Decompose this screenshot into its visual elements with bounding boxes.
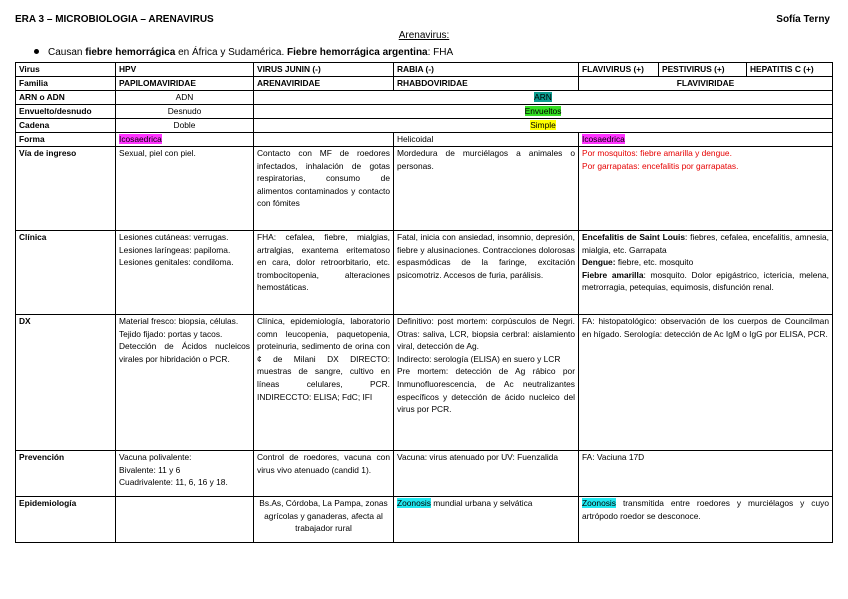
cell-merged: Simple xyxy=(254,119,833,133)
cell-junin xyxy=(254,133,394,147)
row-label: Prevención xyxy=(16,451,116,497)
row-envuelto xyxy=(16,105,833,119)
cell-junin: Control de roedores, vacuna con virus vivo atenuado (candid 1). xyxy=(254,451,394,497)
row-clinica xyxy=(16,231,833,315)
row-label: Epidemiología xyxy=(16,497,116,543)
cell-flavi: FA: histopatológico: observación de los cuerpos de Councilman en hígado. Serología: detección de Ac IgM o IgG por ELISA, PCR. xyxy=(579,315,833,451)
header-junin: VIRUS JUNIN (-) xyxy=(254,63,394,77)
header-flavivirus: FLAVIVIRUS (+) xyxy=(579,63,659,77)
cell-merged: Envueltos xyxy=(254,105,833,119)
row-label: Vía de ingreso xyxy=(16,147,116,231)
cell-hpv: Lesiones cutáneas: verrugas. Lesiones laríngeas: papiloma. Lesiones genitales: condiloma. xyxy=(116,231,254,315)
cell-junin: Bs.As, Córdoba, La Pampa, zonas agrícolas y ganaderas, afecta al trabajador rural xyxy=(254,497,394,543)
row-epidemiologia xyxy=(16,497,833,543)
cell-flavi: Zoonosis transmitida entre roedores y murciélagos y cuyo artrópodo roedor se desconoce. xyxy=(579,497,833,543)
cell-flavi: FLAVIVIRIDAE xyxy=(579,77,833,91)
cell-flavi: Por mosquitos: fiebre amarilla y dengue. Por garrapatas: encefalitis por garrapatas. xyxy=(579,147,833,231)
header-rabia: RABIA (-) xyxy=(394,63,579,77)
row-familia xyxy=(16,77,833,91)
bullet-dot-icon xyxy=(34,49,39,54)
row-prevencion xyxy=(16,451,833,497)
row-label: ARN o ADN xyxy=(16,91,116,105)
bullet-line: Causan fiebre hemorrágica en África y Sudamérica. Fiebre hemorrágica argentina: FHA xyxy=(34,47,453,58)
table-header-row xyxy=(16,63,833,77)
cell-hpv: Vacuna polivalente: Bivalente: 11 y 6 Cuadrivalente: 11, 6, 16 y 18. xyxy=(116,451,254,497)
header-pestivirus: PESTIVIRUS (+) xyxy=(659,63,747,77)
cell-hpv: ADN xyxy=(116,91,254,105)
header-hpv: HPV xyxy=(116,63,254,77)
cell-hpv: Sexual, piel con piel. xyxy=(116,147,254,231)
cell-hpv: PAPILOMAVIRIDAE xyxy=(116,77,254,91)
cell-merged: ARN xyxy=(254,91,833,105)
header-virus: Virus xyxy=(16,63,116,77)
row-label: Cadena xyxy=(16,119,116,133)
cell-hpv: Desnudo xyxy=(116,105,254,119)
cell-junin: FHA: cefalea, fiebre, mialgias, artralgias, exantema eritematoso en cara, dolor retroorbitario, etc. trombocitopenia, alteraciones hemostáticas. xyxy=(254,231,394,315)
row-label: Clínica xyxy=(16,231,116,315)
cell-junin: Contacto con MF de roedores infectados, inhalación de gotas respiratorias, consumo de alimentos contaminados y contacto con fómites xyxy=(254,147,394,231)
cell-hpv: Doble xyxy=(116,119,254,133)
row-dx xyxy=(16,315,833,451)
row-cadena xyxy=(16,119,833,133)
cell-flavi: Icosaedrica xyxy=(579,133,833,147)
virus-comparison-table xyxy=(15,62,833,543)
section-heading: Arenavirus: xyxy=(398,30,450,41)
row-label: DX xyxy=(16,315,116,451)
cell-hpv: Material fresco: biopsia, células. Tejido fijado: portas y tacos. Detección de Ácidos nucleicos virales por hibridación o PCR. xyxy=(116,315,254,451)
cell-flavi: Encefalitis de Saint Louis: fiebres, cefalea, encefalitis, amnesia, mialgia, etc. Garrapata Dengue: fiebre, etc. mosquito Fiebre amarilla: mosquito. Dolor epigástrico, ictericia, melena, metrorragia, petequias, equimosis, disfunción renal. xyxy=(579,231,833,315)
row-label: Envuelto/desnudo xyxy=(16,105,116,119)
cell-rabia: Vacuna: virus atenuado por UV: Fuenzalida xyxy=(394,451,579,497)
row-forma xyxy=(16,133,833,147)
row-via-ingreso xyxy=(16,147,833,231)
cell-junin: Clínica, epidemiología, laboratorio comn leucopenia, paquetopenia, proteinuria, sedimento de orina con ¢ de Milani DX DIRECTO: muestras de sangre, cultivo en líneas celulares, PCR. INDIRECCTO: ELISA; FdC; IFI xyxy=(254,315,394,451)
cell-junin: ARENAVIRIDAE xyxy=(254,77,394,91)
cell-rabia: Fatal, inicia con ansiedad, insomnio, depresión, fiebre y alusinaciones. Contracciones dolorosas espasmódicas de la faringe, excitación psicomotriz. Accesos de furia, parálisis. xyxy=(394,231,579,315)
row-label: Familia xyxy=(16,77,116,91)
row-arn-adn xyxy=(16,91,833,105)
document-title: ERA 3 – MICROBIOLOGIA – ARENAVIRUS xyxy=(15,14,214,25)
cell-rabia: Helicoidal xyxy=(394,133,579,147)
header-hepatitis-c: HEPATITIS C (+) xyxy=(747,63,833,77)
cell-rabia: Definitivo: post mortem: corpúsculos de Negri. Otras: saliva, LCR, biopsia cerbral: aislamiento viral, detección de Ag. Indirecto: serología (ELISA) en suero y LCR Pre mortem: detección de Ag rábico por Inmunofluorescencia, de Ac neutralizantes específicos y detección de ácido nucleico del virus por PCR. xyxy=(394,315,579,451)
cell-hpv xyxy=(116,497,254,543)
cell-rabia: RHABDOVIRIDAE xyxy=(394,77,579,91)
cell-rabia: Zoonosis mundial urbana y selvática xyxy=(394,497,579,543)
row-label: Forma xyxy=(16,133,116,147)
cell-hpv: Icosaedrica xyxy=(116,133,254,147)
cell-rabia: Mordedura de murciélagos a animales o personas. xyxy=(394,147,579,231)
author-name: Sofía Terny xyxy=(776,14,830,25)
cell-flavi: FA: Vaciuna 17D xyxy=(579,451,833,497)
